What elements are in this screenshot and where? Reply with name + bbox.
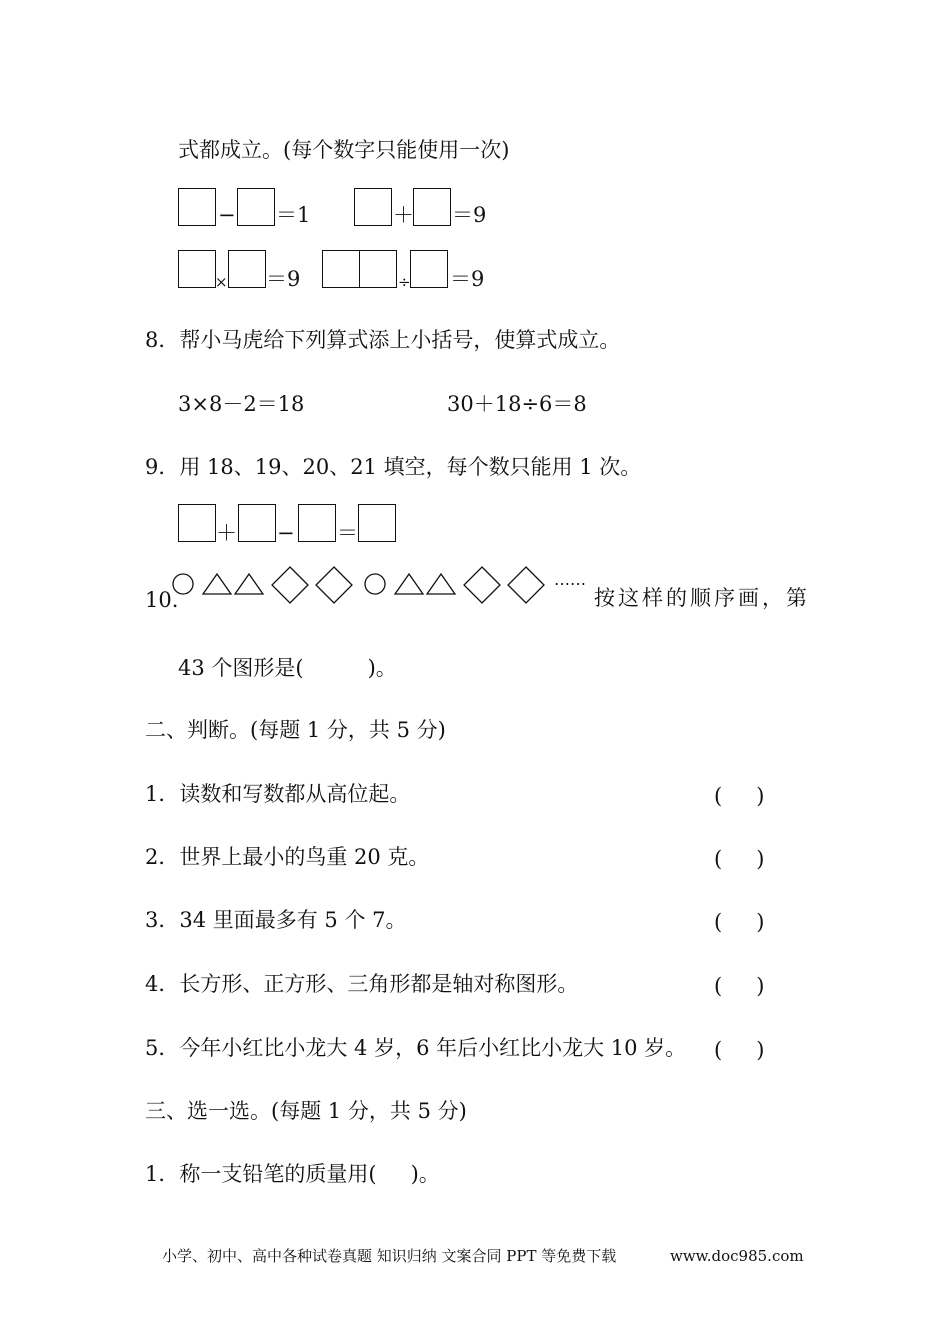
circle-icon — [365, 574, 385, 594]
footer-text: 小学、初中、高中各种试卷真题 知识归纳 文案合同 PPT 等免费下载 — [162, 1247, 617, 1265]
answer-box[interactable] — [178, 188, 216, 226]
answer-box[interactable] — [178, 250, 216, 288]
plus-sign: ＋ — [393, 203, 414, 227]
choice-item-1 — [145, 1160, 440, 1188]
plus-sign: ＋ — [216, 521, 237, 545]
equation-result: ＝9 — [452, 203, 487, 227]
section2-title: 二、判断。(每题 1 分，共 5 分) — [145, 718, 446, 742]
q10-ellipsis: …… — [554, 570, 586, 589]
judge-item-5: 5．今年小红比小龙大 4 岁，6 年后小红比小龙大 10 岁。 — [145, 1036, 687, 1060]
equation-result: ＝1 — [276, 203, 311, 227]
times-sign: × — [215, 273, 228, 291]
answer-box[interactable] — [358, 504, 396, 542]
q8-text: 8．帮小马虎给下列算式添上小括号，使算式成立。 — [145, 328, 621, 352]
shape-sequence — [170, 566, 550, 610]
answer-box[interactable] — [354, 188, 392, 226]
triangle-icon — [235, 574, 263, 594]
minus-sign: − — [218, 203, 236, 227]
equals-sign: ＝ — [337, 521, 358, 545]
diamond-icon — [316, 567, 352, 603]
equation-result: ＝9 — [266, 267, 301, 291]
footer-url[interactable]: www.doc985.com — [670, 1247, 804, 1265]
q10-text: 按这样的顺序画，第 — [594, 586, 810, 610]
q10-line2 — [178, 654, 397, 682]
answer-box[interactable] — [413, 188, 451, 226]
triangle-icon — [427, 574, 455, 594]
triangle-icon — [395, 574, 423, 594]
answer-paren[interactable]: ( ) — [714, 910, 765, 934]
choice-item-1-suffix: )。 — [410, 1162, 440, 1186]
circle-icon — [173, 574, 193, 594]
answer-paren[interactable]: ( ) — [714, 784, 765, 808]
diamond-icon — [508, 567, 544, 603]
q10-line2-prefix: 43 个图形是( — [178, 656, 304, 680]
answer-paren[interactable]: ( ) — [714, 847, 765, 871]
q8-expression-1: 3×8－2＝18 — [178, 392, 305, 416]
answer-paren[interactable]: ( ) — [714, 1038, 765, 1062]
answer-box[interactable] — [410, 250, 448, 288]
diamond-icon — [464, 567, 500, 603]
answer-box[interactable] — [359, 250, 397, 288]
answer-paren[interactable]: ( ) — [714, 974, 765, 998]
answer-box[interactable] — [178, 504, 216, 542]
diamond-icon — [272, 567, 308, 603]
q10-line2-suffix: )。 — [367, 656, 397, 680]
judge-item-3: 3．34 里面最多有 5 个 7。 — [145, 908, 407, 932]
answer-box[interactable] — [322, 250, 360, 288]
answer-box[interactable] — [237, 188, 275, 226]
section3-title: 三、选一选。(每题 1 分，共 5 分) — [145, 1099, 467, 1123]
triangle-icon — [203, 574, 231, 594]
choice-item-1-prefix: 1．称一支铅笔的质量用( — [145, 1162, 377, 1186]
q9-text: 9．用 18、19、20、21 填空，每个数只能用 1 次。 — [145, 455, 642, 479]
minus-sign: − — [277, 521, 295, 545]
judge-item-2: 2．世界上最小的鸟重 20 克。 — [145, 845, 430, 869]
q8-expression-2: 30＋18÷6＝8 — [447, 392, 587, 416]
answer-box[interactable] — [238, 504, 276, 542]
judge-item-4: 4．长方形、正方形、三角形都是轴对称图形。 — [145, 972, 579, 996]
q7-continuation: 式都成立。(每个数字只能使用一次) — [178, 138, 510, 162]
q10-number: 10. — [145, 588, 179, 612]
divide-sign: ÷ — [398, 273, 411, 291]
answer-box[interactable] — [298, 504, 336, 542]
equation-result: ＝9 — [450, 267, 485, 291]
answer-box[interactable] — [228, 250, 266, 288]
judge-item-1: 1．读数和写数都从高位起。 — [145, 782, 411, 806]
